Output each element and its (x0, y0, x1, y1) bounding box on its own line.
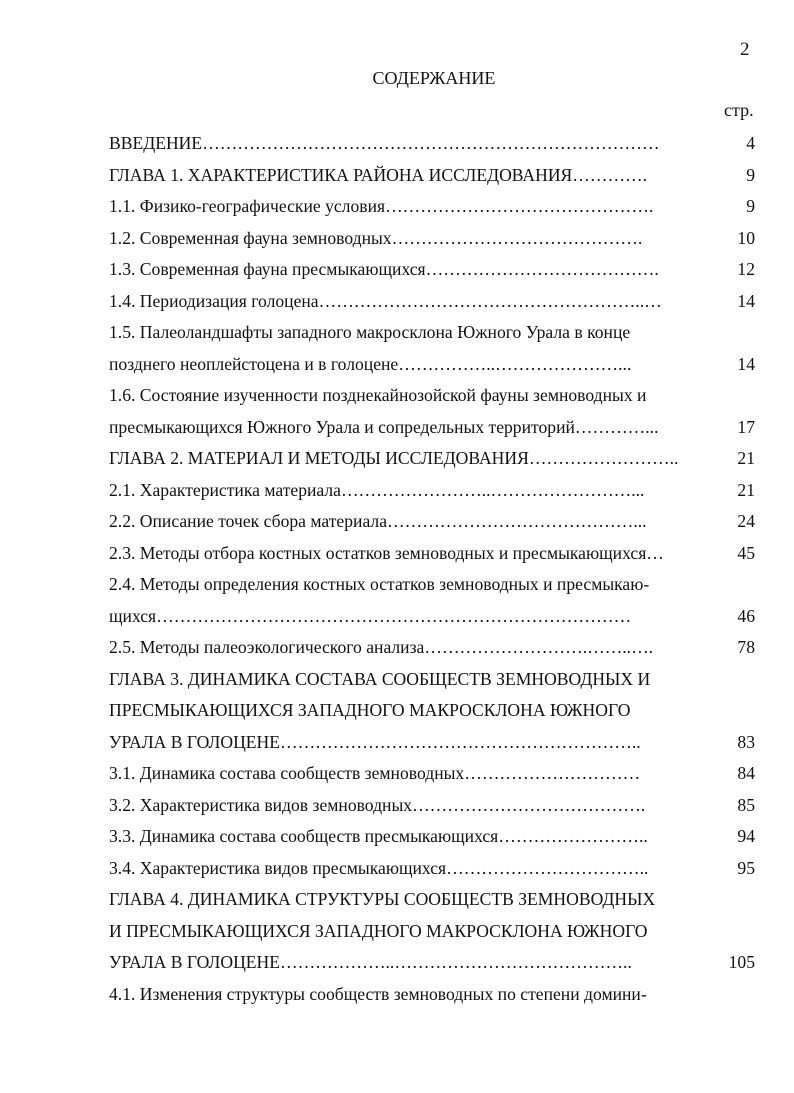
toc-entry-text: 1.6. Состояние изученности позднекайнозойской фауны земноводных и (109, 385, 647, 405)
toc-entry-text: И ПРЕСМЫКАЮЩИХСЯ ЗАПАДНОГО МАКРОСКЛОНА ЮЖНОГО (109, 920, 648, 941)
toc-entry (109, 286, 755, 318)
toc-entry-text: 2.1. Характеристика материала……………………..……………………... (109, 479, 645, 500)
toc-entry-text: ПРЕСМЫКАЮЩИХСЯ ЗАПАДНОГО МАКРОСКЛОНА ЮЖНОГО (109, 700, 631, 720)
toc-entry-page: 21 (737, 448, 755, 468)
toc-entry-text: ВВЕДЕНИЕ…………………………………………………………………… (109, 133, 660, 153)
toc-entry (109, 191, 755, 223)
toc-entry-text: ГЛАВА 3. ДИНАМИКА СОСТАВА СООБЩЕСТВ ЗЕМНОВОДНЫХ И (109, 668, 651, 689)
toc-entry-text: щихся……………………………………………………………………… (109, 605, 632, 626)
toc-entry-text: 1.4. Периодизация голоцена………………………………………………..… (109, 290, 662, 311)
toc-entry-page: 83 (737, 731, 755, 752)
toc-entry-text: 2.2. Описание точек сбора материала……………………………………... (109, 511, 647, 531)
toc-entry (109, 758, 755, 790)
toc-entry-page: 9 (746, 164, 755, 185)
toc-entry-page (109, 664, 755, 696)
toc-entry-page: 12 (737, 259, 755, 279)
toc-entry (109, 601, 755, 633)
toc-entry-page: 14 (737, 290, 755, 311)
toc-entry (109, 160, 755, 192)
toc-entry (109, 853, 755, 885)
pages-column-label: стр. (724, 100, 754, 120)
toc-entry-text: 1.1. Физико-географические условия………………………………………. (109, 196, 654, 216)
toc-entry-text: 1.5. Палеоландшафты западного макросклона Южного Урала в конце (109, 322, 631, 342)
toc-entry (109, 538, 755, 570)
toc-entry-page: 14 (737, 353, 755, 374)
toc-entry-page (109, 695, 755, 727)
page-number: 2 (740, 39, 750, 60)
toc-entry (109, 790, 755, 822)
toc-entry-text: пресмыкающихся Южного Урала и сопредельных территорий…………... (109, 416, 659, 437)
toc-entry-text: 3.1. Динамика состава сообществ земноводных………………………… (109, 763, 641, 783)
toc-entry (109, 317, 755, 349)
toc-entry-page: 78 (737, 637, 755, 657)
toc-entry (109, 475, 755, 507)
toc-entry (109, 979, 755, 1011)
toc-entry-text: 4.1. Изменения структуры сообществ земноводных по степени домини- (109, 983, 647, 1004)
toc-entry-text: 3.3. Динамика состава сообществ пресмыкающихся…………………….. (109, 826, 648, 846)
toc-entry-page: 94 (737, 826, 755, 846)
toc-entry-text: 1.2. Современная фауна земноводных……………………………………. (109, 227, 643, 248)
toc-entry (109, 632, 755, 664)
toc-entry (109, 821, 755, 853)
toc-entry-text: УРАЛА В ГОЛОЦЕНЕ………………..………………………………….. (109, 952, 632, 972)
toc-entry-page: 85 (737, 794, 755, 815)
toc-entry (109, 349, 755, 381)
toc-entry-page (109, 979, 755, 1011)
toc-entry-text: 2.4. Методы определения костных остатков земноводных и пресмыкаю- (109, 574, 650, 594)
toc-entry-text: позднего неоплейстоцена и в голоцене……………..…………………... (109, 353, 632, 374)
toc-entry-page: 84 (737, 763, 755, 783)
toc-entry (109, 695, 755, 727)
toc-entry (109, 128, 755, 160)
page-title: СОДЕРЖАНИЕ (372, 68, 496, 88)
toc-entry (109, 664, 755, 696)
toc-entry-page: 105 (728, 952, 755, 972)
toc-entry (109, 916, 755, 948)
toc-entry (109, 380, 755, 412)
toc-entry-page (109, 916, 755, 948)
toc-entry-text: 2.3. Методы отбора костных остатков земноводных и пресмыкающихся… (109, 542, 664, 563)
toc-entry-page: 4 (746, 133, 755, 153)
toc-entry (109, 947, 755, 979)
toc-entry-page (109, 884, 755, 916)
toc-entry-text: ГЛАВА 2. МАТЕРИАЛ И МЕТОДЫ ИССЛЕДОВАНИЯ…………………….. (109, 448, 679, 468)
toc-entry-text: ГЛАВА 1. ХАРАКТЕРИСТИКА РАЙОНА ИССЛЕДОВАНИЯ…………. (109, 164, 648, 185)
toc-entry-page: 21 (737, 479, 755, 500)
toc-entry-text: ГЛАВА 4. ДИНАМИКА СТРУКТУРЫ СООБЩЕСТВ ЗЕМНОВОДНЫХ (109, 889, 656, 909)
toc-entry (109, 223, 755, 255)
toc-entry (109, 727, 755, 759)
toc-entry-text: 3.2. Характеристика видов земноводных…………………………………. (109, 794, 646, 815)
toc-entry-text: 1.3. Современная фауна пресмыкающихся…………………………………. (109, 259, 659, 279)
toc-entry-page: 95 (737, 857, 755, 878)
toc-entry (109, 506, 755, 538)
toc-entry (109, 254, 755, 286)
toc-entry (109, 443, 755, 475)
toc-entry-page: 17 (737, 416, 755, 437)
toc-entry-text: УРАЛА В ГОЛОЦЕНЕ…………………………………………………….. (109, 731, 641, 752)
toc-entry (109, 569, 755, 601)
toc-entry (109, 412, 755, 444)
toc-entry-page: 24 (737, 511, 755, 531)
toc-entry-page: 10 (737, 227, 755, 248)
toc-entry-page (109, 569, 755, 601)
toc-entry-page: 9 (746, 196, 755, 216)
toc-entry (109, 884, 755, 916)
toc-entry-page: 46 (737, 605, 755, 626)
toc-entry-page: 45 (737, 542, 755, 563)
toc-entry-text: 2.5. Методы палеоэкологического анализа……………………….……..…. (109, 637, 654, 657)
table-of-contents (109, 128, 755, 1010)
toc-entry-page (109, 317, 755, 349)
toc-entry-page (109, 380, 755, 412)
toc-entry-text: 3.4. Характеристика видов пресмыкающихся…………………………….. (109, 857, 649, 878)
